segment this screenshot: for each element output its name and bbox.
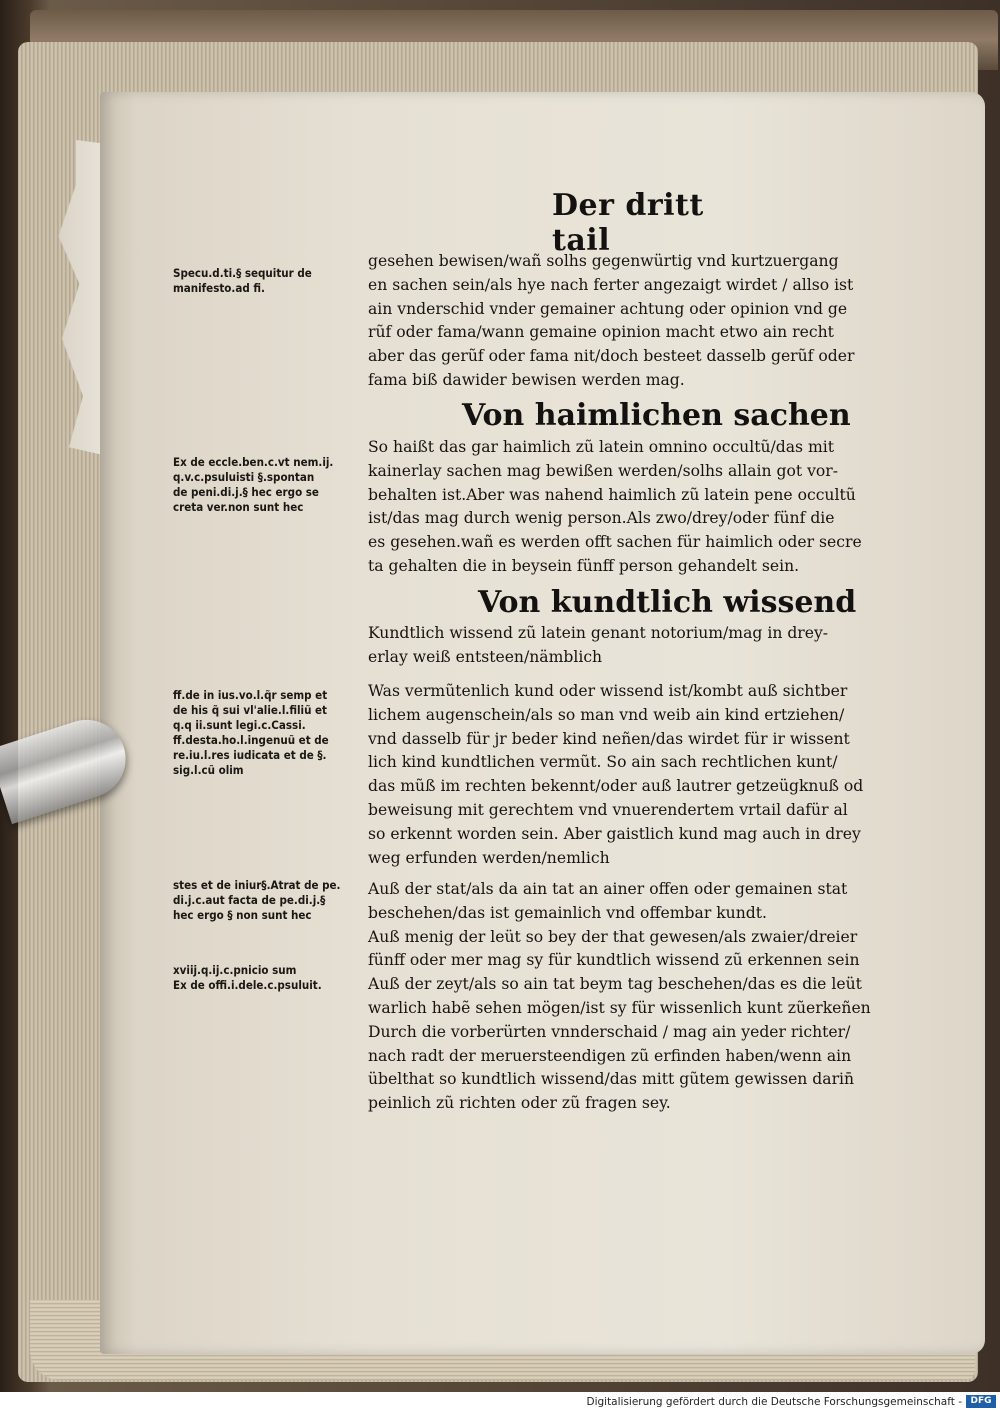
text-line: kainerlay sachen mag bewißen werden/solhs allain got vor- — [368, 461, 839, 480]
text-line: Durch die vorberürten vnnderschaid / mag ain yeder richter/ — [368, 1022, 851, 1041]
text-line: behalten ist.Aber was nahend haimlich zũ latein pene occultũ — [368, 485, 856, 504]
section-heading: Von haimlichen sachen — [462, 398, 851, 433]
gloss-line: Ex de eccle.ben.c.vt nem.ij. — [173, 455, 334, 469]
text-line: gesehen bewisen/wañ solhs gegenwürtig vnd kurtzuergang — [368, 252, 839, 270]
section-heading: Von kundtlich wissend — [478, 585, 857, 620]
body-paragraph — [368, 250, 893, 393]
gloss-line: creta ver.non sunt hec — [173, 500, 304, 514]
footer-credit: Digitalisierung gefördert durch die Deutsche Forschungsgemeinschaft - — [586, 1396, 962, 1408]
text-line: lich kind kundtlichen vermũt. So ain sach rechtlichen kunt/ — [368, 753, 838, 772]
gloss-line: re.iu.l.res iudicata et de §. — [173, 748, 327, 762]
gloss-line: ff.desta.ho.l.ingenuũ et de — [173, 733, 329, 747]
gloss-line: stes et de iniur§.Atrat de pe. — [173, 878, 341, 892]
text-line: Kundtlich wissend zũ latein genant notorium/mag in drey- — [368, 624, 829, 642]
gloss-line: ff.de in ius.vo.l.q̃r semp et — [173, 688, 328, 702]
text-line: ist/das mag durch wenig person.Als zwo/drey/oder fünf die — [368, 509, 835, 528]
text-line: vnd dasselb für jr beder kind neñen/das wirdet für ir wissent — [368, 729, 850, 748]
text-line: weg erfunden werden/nemlich — [368, 848, 610, 867]
gloss-line: de peni.di.j.§ hec ergo se — [173, 485, 319, 499]
marginal-gloss — [173, 266, 353, 296]
text-line: Auß der zeyt/als so ain tat beym tag beschehen/das es die leüt — [368, 975, 862, 994]
text-line: übelthat so kundtlich wissend/das mitt gũtem gewissen darin̄ — [368, 1070, 855, 1089]
gloss-line: manifesto.ad fi. — [173, 281, 265, 295]
text-line: das mũß im rechten bekennt/oder auß lautrer getzeügknuß od — [368, 777, 864, 796]
text-line: es gesehen.wañ es werden offt sachen für haimlich oder secre — [368, 533, 862, 552]
body-paragraph — [368, 622, 893, 670]
running-head: Der dritt tail — [552, 188, 704, 258]
text-line: lichem augenschein/als so man vnd weib ain kind ertziehen/ — [368, 705, 845, 724]
gloss-line: Specu.d.ti.§ sequitur de — [173, 266, 312, 280]
body-paragraph — [368, 680, 893, 870]
body-paragraph — [368, 436, 893, 579]
text-line: rũf oder fama/wann gemaine opinion macht etwo ain recht — [368, 323, 834, 342]
text-line: fünff oder mer mag sy für kundtlich wissend zũ erkennen sein — [368, 951, 860, 970]
gloss-line: xviij.q.ij.c.pnicio sum — [173, 963, 297, 977]
text-line: beweisung mit gerechtem vnd vnuerendertem vrtail dafür al — [368, 800, 848, 819]
gloss-line: de his q̃ sui vl'alie.l.filiũ et — [173, 703, 328, 717]
gloss-line: hec ergo § non sunt hec — [173, 908, 312, 922]
marginal-gloss — [173, 455, 353, 515]
text-line: en sachen sein/als hye nach ferter angezaigt wirdet / allso ist — [368, 275, 854, 294]
text-line: fama biß dawider bewisen werden mag. — [368, 370, 685, 389]
gloss-line: di.j.c.aut facta de pe.di.j.§ — [173, 893, 326, 907]
text-line: aber das gerũf oder fama nit/doch besteet dasselb gerũf oder — [368, 347, 855, 366]
text-line: warlich habẽ sehen mögen/ist sy für wissenlich kunt zũerkeñen — [368, 998, 871, 1017]
text-line: Auß der stat/als da ain tat an ainer offen oder gemainen stat — [368, 880, 848, 898]
marginal-gloss — [173, 878, 353, 923]
body-paragraph — [368, 878, 893, 1116]
text-line: Was vermũtenlich kund oder wissend ist/kombt auß sichtber — [368, 682, 848, 700]
text-line: peinlich zũ richten oder zũ fragen sey. — [368, 1094, 671, 1113]
text-line: nach radt der meruersteendigen zũ erfinden haben/wenn ain — [368, 1046, 852, 1065]
text-line: erlay weiß entsteen/nämblich — [368, 647, 603, 666]
gloss-line: Ex de offi.i.dele.c.psuluit. — [173, 978, 322, 992]
text-line: So haißt das gar haimlich zũ latein omnino occultũ/das mit — [368, 438, 835, 456]
marginal-gloss — [173, 963, 353, 993]
text-line: ain vnderschid vnder gemainer achtung oder opinion vnd ge — [368, 299, 848, 318]
text-line: so erkennt worden sein. Aber gaistlich kund mag auch in drey — [368, 824, 861, 843]
dfg-logo: DFG — [966, 1395, 996, 1408]
gloss-line: sig.l.cũ olim — [173, 763, 244, 777]
text-line: ta gehalten die in beysein fünff person gehandelt sein. — [368, 556, 800, 575]
gloss-line: q.v.c.psuluisti §.spontan — [173, 470, 315, 484]
marginal-gloss — [173, 688, 353, 778]
text-line: Auß menig der leüt so bey der that gewesen/als zwaier/dreier — [368, 927, 858, 946]
gloss-line: q.q ii.sunt legi.c.Cassi. — [173, 718, 306, 732]
text-line: beschehen/das ist gemainlich vnd offembar kundt. — [368, 903, 767, 922]
